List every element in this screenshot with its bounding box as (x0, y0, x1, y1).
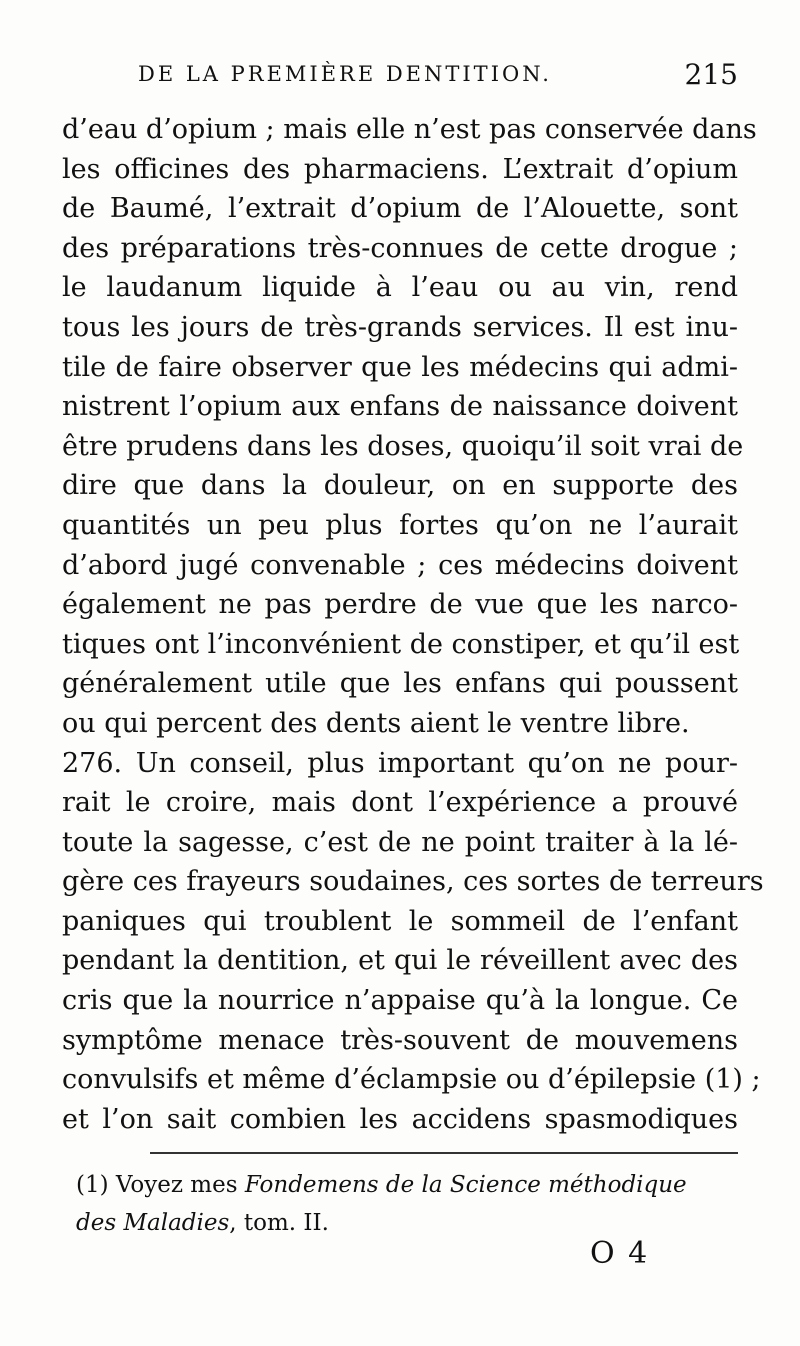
footnote-rule (150, 1152, 738, 1154)
footnote-volume: , tom. II. (229, 1210, 329, 1236)
footnote-text: Voyez mes (115, 1172, 238, 1198)
footnote (76, 1166, 756, 1242)
text-line: symptôme menace très-souvent de mouvemens (62, 1024, 738, 1056)
text-line: être prudens dans les doses, quoiqu’il soit vrai de (62, 430, 744, 462)
text-line: d’abord jugé convenable ; ces médecins doivent (62, 549, 738, 581)
page-header (138, 58, 738, 102)
text-line: et l’on sait combien les accidens spasmodiques (62, 1103, 738, 1135)
footnote-title: Fondemens de la Science méthodique (244, 1172, 687, 1198)
text-line: les officines des pharmaciens. L’extrait d’opium (62, 153, 738, 185)
text-line: généralement utile que les enfans qui poussent (62, 668, 738, 700)
footnote-marker: (1) (76, 1172, 109, 1198)
text-line: ou qui percent des dents aient le ventre libre. (62, 707, 690, 739)
text-line: le laudanum liquide à l’eau ou au vin, rend (62, 272, 738, 304)
body-text (62, 110, 764, 1139)
text-line: également ne pas perdre de vue que les narco- (62, 589, 738, 621)
text-line: tile de faire observer que les médecins qui admi- (62, 351, 738, 383)
text-line: d’eau d’opium ; mais elle n’est pas conservée dans (62, 114, 757, 145)
text-line: rait le croire, mais dont l’expérience a prouvé (62, 787, 738, 819)
text-line: tous les jours de très-grands services. Il est inu- (62, 311, 738, 343)
running-title: DE LA PREMIÈRE DENTITION. (138, 62, 552, 86)
footnote-line-1 (76, 1166, 756, 1204)
text-line: gère ces frayeurs soudaines, ces sortes de terreurs (62, 866, 764, 898)
text-line: nistrent l’opium aux enfans de naissance doivent (62, 391, 738, 423)
text-line: convulsifs et même d’éclampsie ou d’épilepsie (1) ; (62, 1064, 761, 1096)
footnote-title-continued: des Maladies (76, 1210, 230, 1236)
signature-mark: O 4 (590, 1236, 650, 1271)
text-line: cris que la nourrice n’appaise qu’à la longue. Ce (62, 985, 738, 1017)
page-number: 215 (684, 58, 738, 91)
text-line: quantités un peu plus fortes qu’on ne l’aurait (62, 509, 738, 541)
footnote-line-2 (76, 1204, 756, 1242)
text-line: dire que dans la douleur, on en supporte des (62, 470, 738, 502)
text-line: 276. Un conseil, plus important qu’on ne pour- (62, 747, 738, 779)
text-line: pendant la dentition, et qui le réveillent avec des (62, 945, 738, 977)
text-line: tiques ont l’inconvénient de constiper, et qu’il est (62, 628, 740, 660)
text-line: toute la sagesse, c’est de ne point traiter à la lé- (62, 826, 738, 858)
text-line: de Baumé, l’extrait d’opium de l’Alouette, sont (62, 193, 738, 225)
text-line: paniques qui troublent le sommeil de l’enfant (62, 905, 738, 937)
text-line: des préparations très-connues de cette drogue ; (62, 232, 738, 264)
